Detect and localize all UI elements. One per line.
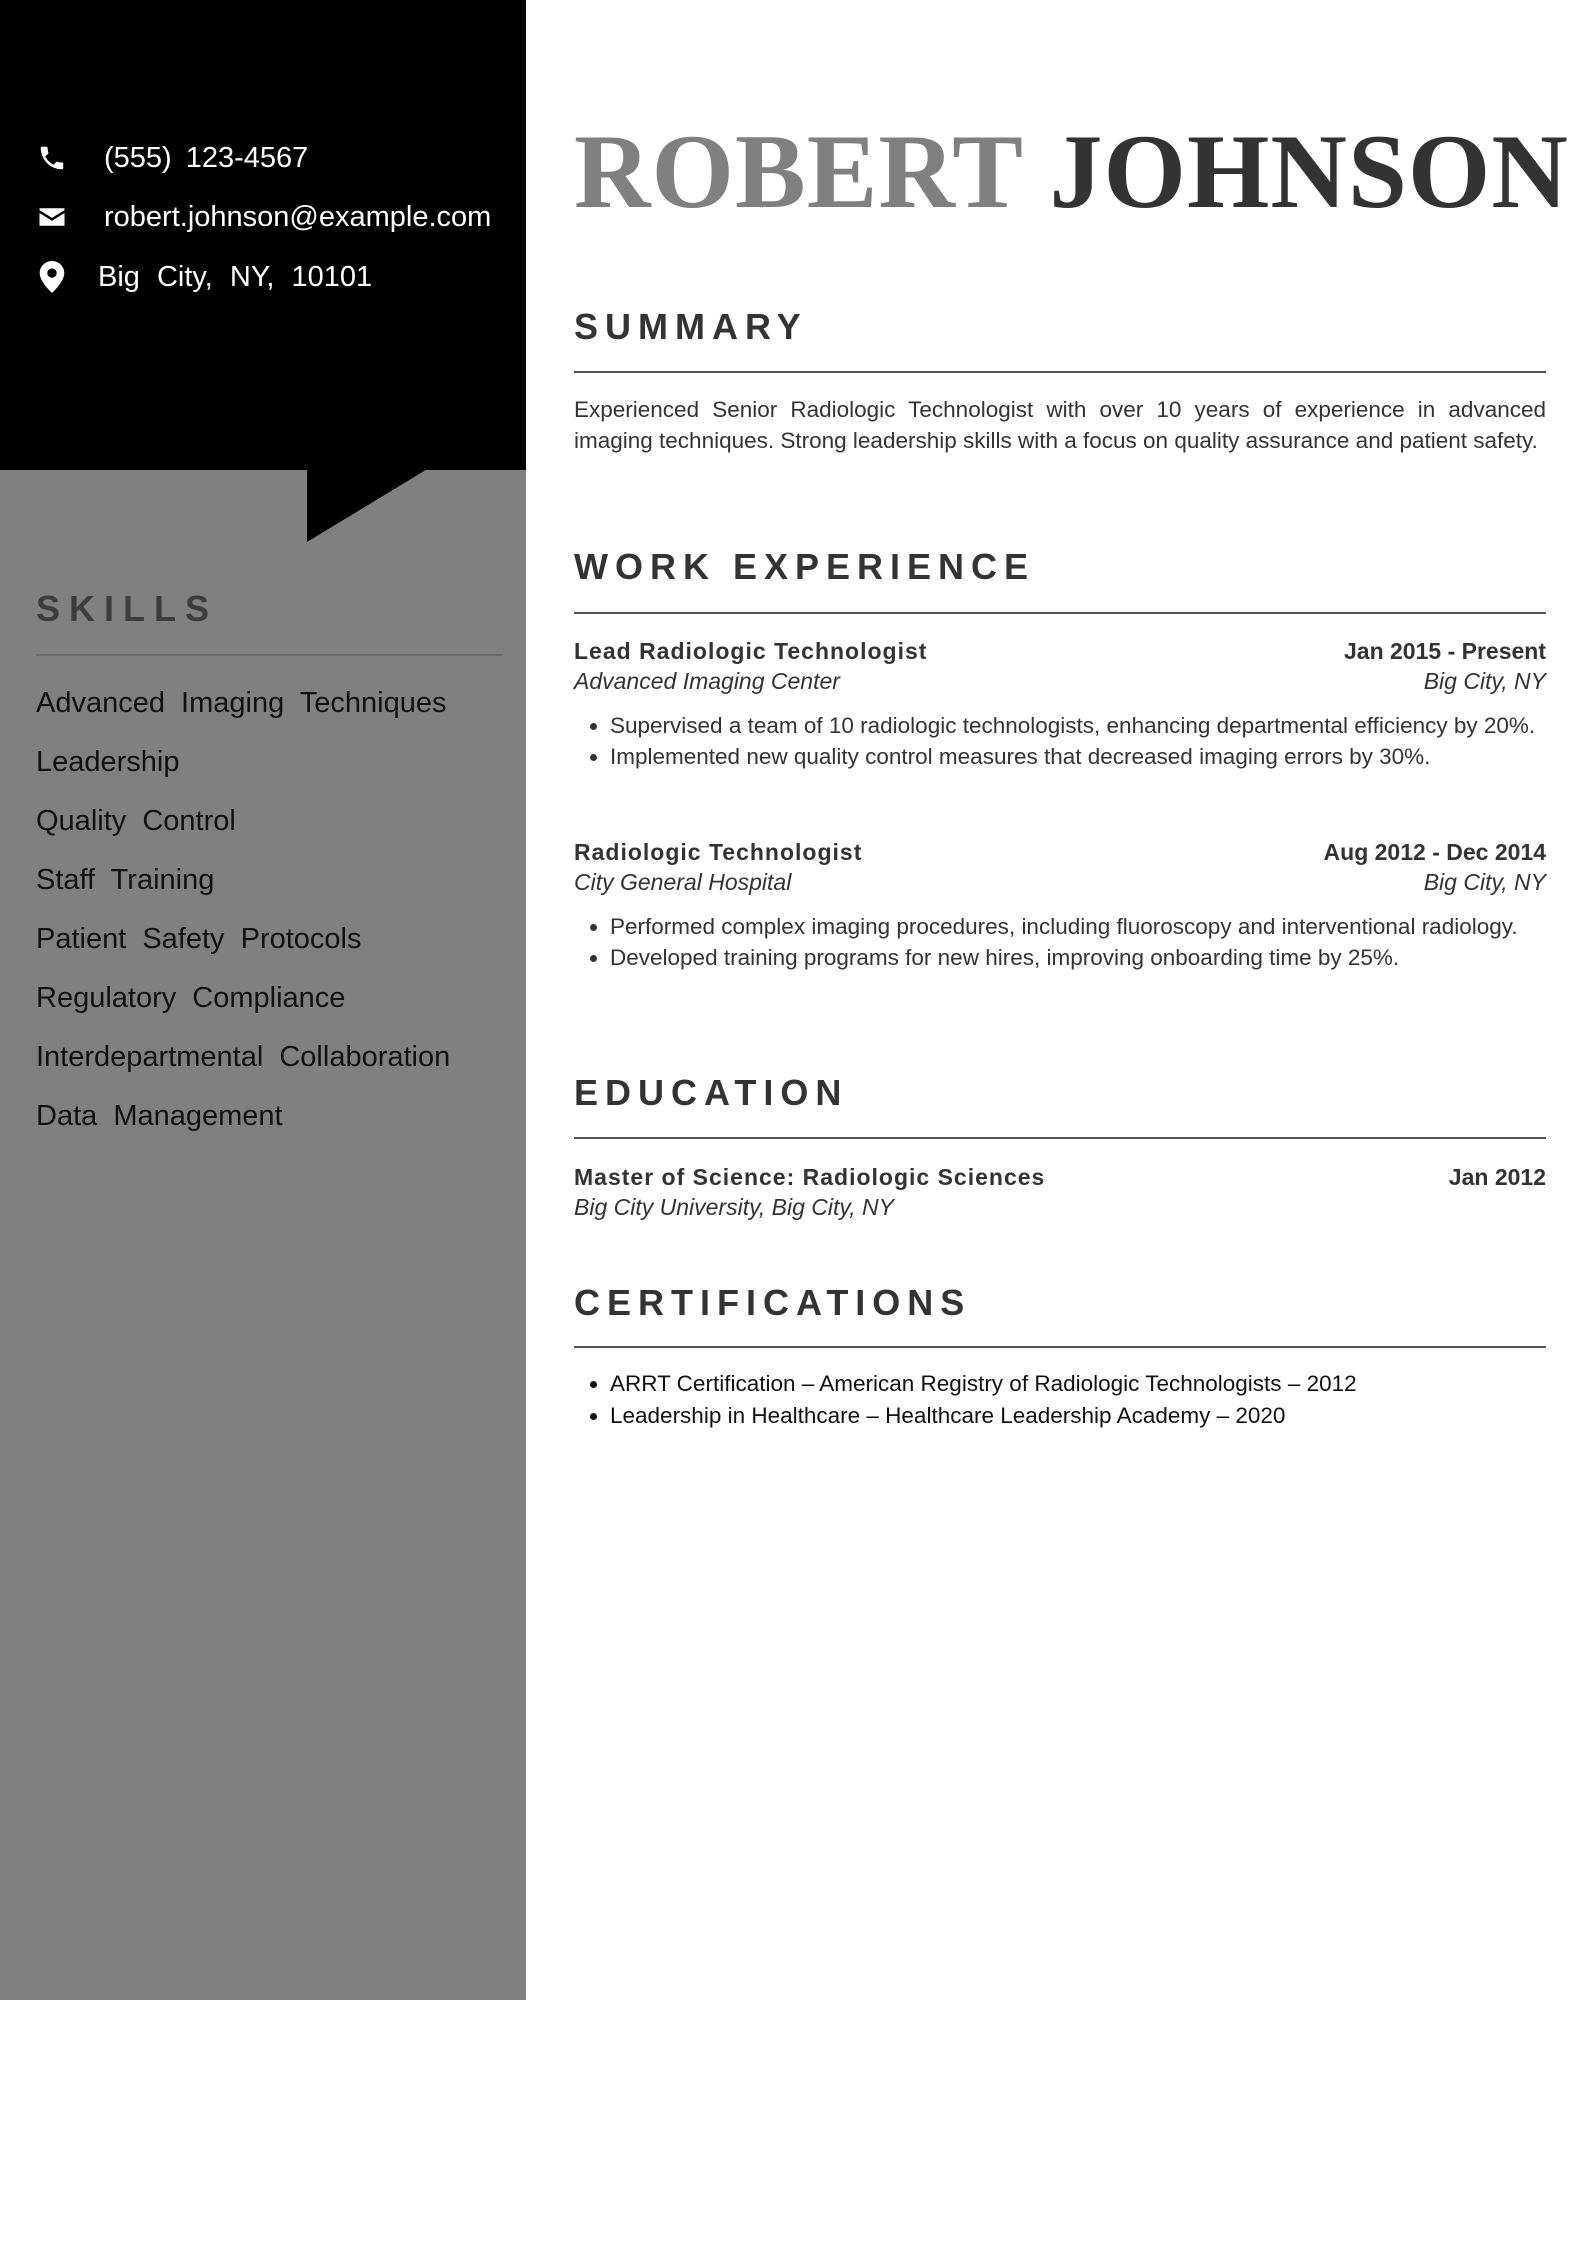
job-title: Radiologic Technologist [574,839,863,865]
header-notch [307,468,429,542]
job-title: Lead Radiologic Technologist [574,638,928,664]
email-address: robert.johnson@example.com [104,201,492,233]
map-pin-icon [34,259,70,295]
phone-number: (555) 123-4567 [104,142,309,174]
skill-item: Staff Training [36,864,215,896]
job-bullet: • Developed training programs for new hires, improving onboarding time by 25%. [610,942,1546,973]
job-header [574,636,1546,666]
education-heading: EDUCATION [574,1072,849,1113]
first-name: ROBERT [574,113,1023,230]
skill-item: Advanced Imaging Techniques [36,687,447,719]
certifications-heading: CERTIFICATIONS [574,1282,972,1323]
education-header [574,1162,1546,1192]
skill-item: Interdepartmental Collaboration [36,1041,451,1073]
job-bullets [610,710,1546,772]
sidebar [0,0,526,2000]
envelope-icon [34,199,70,235]
job-dates: Aug 2012 - Dec 2014 [1323,839,1546,865]
skill-item: Quality Control [36,805,236,837]
work-heading: WORK EXPERIENCE [574,546,1036,587]
job-dates: Jan 2015 - Present [1343,638,1546,664]
skill-item: Data Management [36,1100,283,1132]
phone-icon [34,140,70,176]
degree-title: Master of Science: Radiologic Sciences [574,1164,1046,1190]
certification-item: • ARRT Certification – American Registry of Radiologic Technologists – 2012 [610,1368,1546,1400]
job-bullets [610,911,1546,973]
skill-item: Leadership [36,746,180,778]
job-bullet: • Performed complex imaging procedures, including fluoroscopy and interventional radiology. [610,911,1546,942]
job-bullet: • Implemented new quality control measures that decreased imaging errors by 30%. [610,741,1546,772]
contact-phone [34,140,308,176]
contact-block [0,0,526,470]
skills-heading: SKILLS [36,588,219,629]
location-text: Big City, NY, 10101 [98,261,373,293]
job-location: Big City, NY [1423,668,1546,694]
school-name: Big City University, Big City, NY [574,1194,894,1220]
job-subheader [574,867,1546,897]
job-location: Big City, NY [1423,869,1546,895]
skills-list [36,674,450,1146]
skill-item: Patient Safety Protocols [36,923,362,955]
skills-divider [36,654,502,656]
certification-item: • Leadership in Healthcare – Healthcare Leadership Academy – 2020 [610,1400,1546,1432]
contact-email [34,199,491,235]
summary-text: Experienced Senior Radiologic Technologist with over 10 years of experience in advanced imaging techniques. Strong leadership skills with a focus on quality assurance and patient safety. [574,397,1546,453]
contact-location [34,259,372,295]
degree-date: Jan 2012 [1448,1164,1546,1190]
certifications-list [610,1368,1546,1432]
certifications-divider [574,1346,1546,1348]
job-bullet: • Supervised a team of 10 radiologic technologists, enhancing departmental efficiency by 20%. [610,710,1546,741]
full-name [574,112,1569,232]
work-divider [574,612,1546,614]
summary-divider [574,371,1546,373]
summary-heading: SUMMARY [574,306,808,347]
education-divider [574,1137,1546,1139]
last-name: JOHNSON [1049,113,1569,230]
job-company: City General Hospital [574,869,792,895]
job-subheader [574,666,1546,696]
job-company: Advanced Imaging Center [574,668,840,694]
job-header [574,837,1546,867]
skill-item: Regulatory Compliance [36,982,346,1014]
education-subheader [574,1192,1546,1222]
